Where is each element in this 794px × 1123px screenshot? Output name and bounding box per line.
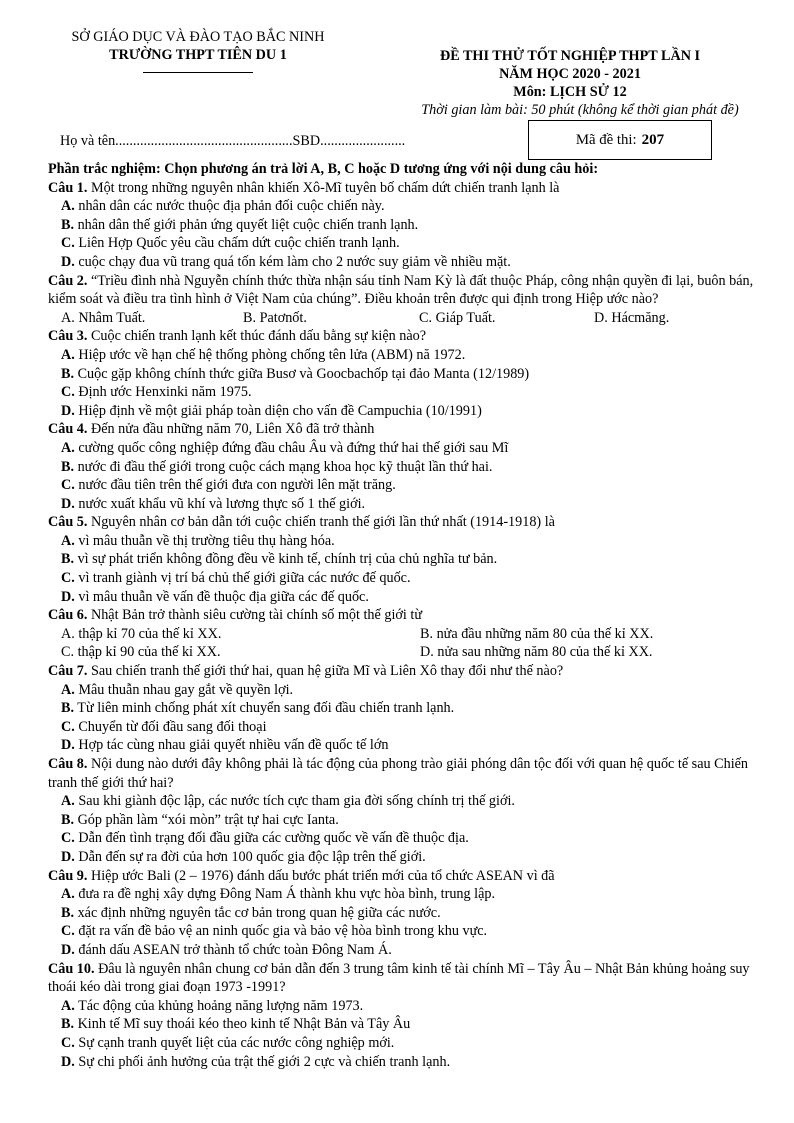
option-text: vì mâu thuẫn về vấn đề thuộc địa giữa các đế quốc. <box>74 588 369 605</box>
option-text: nhân dân thế giới phản ứng quyết liệt cuộc chiến tranh lạnh. <box>74 216 419 233</box>
exam-title: ĐỀ THI THỬ TỐT NGHIỆP THPT LẦN I <box>439 48 701 64</box>
option-letter: C. <box>61 384 75 401</box>
question-text: Một trong những nguyên nhân khiến Xô-Mĩ tuyên bố chấm dứt chiến tranh lạnh là <box>87 179 560 196</box>
option-letter: B. <box>61 700 75 717</box>
option-letter: C. <box>61 923 75 940</box>
answer-option <box>48 402 770 421</box>
option-letter: A. <box>61 681 75 698</box>
answer-option <box>61 309 243 328</box>
question <box>48 179 770 198</box>
option-text: Hácmăng. <box>607 309 670 326</box>
option-letter: C. <box>61 1034 75 1051</box>
header-right <box>350 47 790 119</box>
answer-option <box>48 1034 770 1053</box>
answer-option <box>48 439 770 458</box>
answer-option <box>61 643 420 662</box>
subject: Môn: LỊCH SỬ 12 <box>513 84 627 100</box>
option-text: Định ước Henxinki năm 1975. <box>74 384 252 401</box>
option-text: vì sự phát triển không đồng đều về kinh tế, chính trị của chủ nghĩa tư bản. <box>74 551 498 568</box>
option-letter: B. <box>61 216 75 233</box>
option-text: Mâu thuẫn nhau gay gắt về quyền lợi. <box>74 681 294 698</box>
answer-option <box>594 309 669 328</box>
option-text: Góp phần làm “xói mòn” trật tự hai cực Ianta. <box>74 811 339 828</box>
answer-option <box>48 588 770 607</box>
question-text: Cuộc chiến tranh lạnh kết thúc đánh dấu bằng sự kiện nào? <box>87 328 427 345</box>
answer-option <box>48 997 770 1016</box>
exam-content <box>48 160 770 1071</box>
exam-code-box <box>528 120 712 160</box>
exam-code-label: Mã đề thi: <box>575 131 637 148</box>
option-text: Cuộc gặp không chính thức giữa Busơ và Goocbachốp tại đảo Manta (12/1989) <box>74 365 530 382</box>
answer-option <box>48 532 770 551</box>
exam-code-value: 207 <box>641 131 665 148</box>
question-number: Câu 8. <box>48 756 88 772</box>
option-letter: A. <box>61 886 75 903</box>
answer-option <box>48 495 770 514</box>
option-text: thập kỉ 70 của thế kỉ XX. <box>74 625 222 642</box>
option-letter: B. <box>420 625 434 642</box>
answer-option <box>48 365 770 384</box>
option-letter: B. <box>243 309 257 326</box>
option-text: Kinh tế Mĩ suy thoái kéo theo kinh tế Nhật Bản và Tây Âu <box>74 1016 411 1033</box>
answer-option <box>48 699 770 718</box>
answer-options-row <box>48 625 770 644</box>
option-text: Liên Hợp Quốc yêu cầu chấm dứt cuộc chiến tranh lạnh. <box>74 235 400 252</box>
question <box>48 420 770 439</box>
option-text: nước đầu tiên trên thế giới đưa con người lên mặt trăng. <box>74 477 396 494</box>
question-text: Hiệp ước Bali (2 – 1976) đánh dấu bước phát triển mới của tổ chức ASEAN vì đã <box>87 867 555 884</box>
answer-option <box>48 383 770 402</box>
option-letter: C. <box>61 718 75 735</box>
header-left <box>48 28 348 73</box>
answer-option <box>48 550 770 569</box>
option-letter: B. <box>61 811 75 828</box>
question-text: Nhật Bản trở thành siêu cường tài chính số một thế giới từ <box>87 607 423 624</box>
answer-option <box>48 234 770 253</box>
question-number: Câu 9. <box>48 867 88 884</box>
answer-option <box>48 458 770 477</box>
question-text: Nguyên nhân cơ bản dẫn tới cuộc chiến tranh thế giới lần thứ nhất (1914-1918) là <box>87 514 555 531</box>
option-letter: A. <box>61 793 75 810</box>
option-text: nhân dân các nước thuộc địa phản đối cuộc chiến này. <box>74 198 385 215</box>
option-letter: D. <box>61 253 75 270</box>
option-text: Sự chi phối ảnh hưởng của trật thế giới 2 cực và chiến tranh lạnh. <box>74 1053 451 1070</box>
option-text: Hiệp định về một giải pháp toàn diện cho vấn đề Campuchia (10/1991) <box>74 402 482 419</box>
school-name: TRƯỜNG THPT TIÊN DU 1 <box>109 47 287 63</box>
question-number: Câu 5. <box>48 514 88 531</box>
option-text: đánh dấu ASEAN trở thành tổ chức toàn Đông Nam Á. <box>74 941 392 958</box>
option-letter: B. <box>61 458 75 475</box>
answer-option <box>48 476 770 495</box>
option-letter: C. <box>61 477 75 494</box>
option-text: nước đi đầu thế giới trong cuộc cách mạng khoa học kỹ thuật lần thứ hai. <box>74 458 493 475</box>
option-letter: B. <box>61 551 75 568</box>
school-year: NĂM HỌC 2020 - 2021 <box>499 66 641 82</box>
option-text: Giáp Tuất. <box>432 309 496 326</box>
question-text: Đến nửa đầu những năm 70, Liên Xô đã trở thành <box>87 421 375 438</box>
answer-options-row <box>48 309 770 328</box>
option-letter: A. <box>61 309 75 326</box>
answer-option <box>420 625 653 644</box>
option-letter: A. <box>61 346 75 363</box>
option-text: xác định những nguyên tắc cơ bản trong quan hệ giữa các nước. <box>74 904 441 921</box>
answer-option <box>48 922 770 941</box>
option-letter: A. <box>61 439 75 456</box>
answer-option <box>419 309 594 328</box>
option-letter: B. <box>61 904 75 921</box>
answer-option <box>48 1053 770 1072</box>
option-letter: D. <box>61 1053 75 1070</box>
option-letter: D. <box>61 737 75 754</box>
option-text: vì tranh giành vị trí bá chủ thế giới giữa các nước đế quốc. <box>74 570 411 587</box>
option-letter: D. <box>420 644 434 661</box>
option-letter: B. <box>61 365 75 382</box>
option-text: đặt ra vấn đề bảo vệ an ninh quốc gia và bảo vệ hòa bình trong khu vực. <box>74 923 488 940</box>
question <box>48 272 770 309</box>
option-text: cuộc chạy đua vũ trang quá tốn kém làm cho 2 nước suy giảm về nhiều mặt. <box>74 253 511 270</box>
question <box>48 662 770 681</box>
question <box>48 606 770 625</box>
option-text: Hiệp ước về hạn chế hệ thống phòng chống tên lửa (ABM) nă 1972. <box>74 346 466 363</box>
question <box>48 513 770 532</box>
option-letter: B. <box>61 1016 75 1033</box>
question-number: Câu 10. <box>48 960 95 977</box>
option-text: Sau khi giành độc lập, các nước tích cực tham gia đời sống chính trị thế giới. <box>74 793 515 810</box>
question-text: Nội dung nào dưới đây không phải là tác động của phong trào giải phóng dân tộc đối với quan hệ quốc tế sau Chiến tranh thế giới thứ hai? <box>48 756 749 791</box>
question-text: Sau chiến tranh thế giới thứ hai, quan hệ giữa Mĩ và Liên Xô thay đổi như thế nào? <box>87 663 564 680</box>
option-letter: A. <box>61 625 75 642</box>
option-letter: C. <box>61 644 75 661</box>
option-text: Chuyển từ đối đầu sang đối thoại <box>74 718 267 735</box>
option-text: vì mâu thuẫn về thị trường tiêu thụ hàng hóa. <box>74 532 335 549</box>
answer-option <box>48 569 770 588</box>
question-text: Đâu là nguyên nhân chung cơ bản dẫn đến 3 trung tâm kinh tế tài chính Mĩ – Tây Âu – Nhật Bản khủng hoảng suy thoái kéo dài trong giai đoạn 1973 -1991? <box>48 960 750 996</box>
option-letter: C. <box>419 309 433 326</box>
answer-option <box>48 736 770 755</box>
option-text: đưa ra đề nghị xây dựng Đông Nam Á thành khu vực hòa bình, trung lập. <box>74 886 496 903</box>
answer-option <box>420 643 652 662</box>
answer-option <box>48 346 770 365</box>
answer-option <box>48 829 770 848</box>
option-letter: D. <box>61 941 75 958</box>
option-text: nửa sau những năm 80 của thế kỉ XX. <box>433 644 653 661</box>
option-text: cường quốc công nghiệp đứng đầu châu Âu và đứng thứ hai thế giới sau Mĩ <box>74 439 509 456</box>
answer-options-row <box>48 643 770 662</box>
option-letter: C. <box>61 235 75 252</box>
option-text: Patơnốt. <box>256 309 307 326</box>
answer-option <box>48 253 770 272</box>
option-text: thập kỉ 90 của thế kỉ XX. <box>74 644 221 661</box>
option-letter: D. <box>594 309 608 326</box>
student-fields: Họ và tên..................................................SBD........................ <box>60 133 406 149</box>
question <box>48 960 770 997</box>
answer-option <box>48 811 770 830</box>
question <box>48 327 770 346</box>
option-letter: D. <box>61 402 75 419</box>
option-text: Từ liên minh chống phát xít chuyển sang đối đầu chiến tranh lạnh. <box>74 700 455 717</box>
option-letter: D. <box>61 495 75 512</box>
answer-option <box>48 848 770 867</box>
option-letter: D. <box>61 588 75 605</box>
question-number: Câu 7. <box>48 663 88 680</box>
answer-option <box>48 718 770 737</box>
option-letter: C. <box>61 830 75 847</box>
answer-option <box>48 197 770 216</box>
option-text: nửa đầu những năm 80 của thế kỉ XX. <box>433 625 654 642</box>
header-divider <box>143 72 253 73</box>
option-text: Sự cạnh tranh quyết liệt của các nước công nghiệp mới. <box>74 1034 395 1051</box>
answer-option <box>61 625 420 644</box>
answer-option <box>48 904 770 923</box>
question-number: Câu 2. <box>48 272 88 289</box>
option-letter: A. <box>61 997 75 1014</box>
department-name: SỞ GIÁO DỤC VÀ ĐÀO TẠO BẮC NINH <box>71 29 325 45</box>
option-text: Nhâm Tuất. <box>74 309 146 326</box>
answer-option <box>48 885 770 904</box>
option-letter: A. <box>61 532 75 549</box>
answer-option <box>48 1015 770 1034</box>
question-number: Câu 4. <box>48 421 88 438</box>
option-text: Dẫn đến sự ra đời của hơn 100 quốc gia độc lập trên thế giới. <box>74 848 426 865</box>
exam-duration: Thời gian làm bài: 50 phút (không kể thời gian phát đề) <box>421 102 739 118</box>
question <box>48 867 770 886</box>
question <box>48 755 770 792</box>
answer-option <box>48 216 770 235</box>
option-text: Hợp tác cùng nhau giải quyết nhiều vấn đề quốc tế lớn <box>74 737 389 754</box>
question-number: Câu 1. <box>48 179 88 196</box>
option-letter: D. <box>61 848 75 865</box>
instruction: Phần trắc nghiệm: Chọn phương án trả lời A, B, C hoặc D tương ứng với nội dung câu hỏi: <box>48 161 599 177</box>
option-letter: A. <box>61 198 75 215</box>
option-text: nước xuất khẩu vũ khí và lương thực số 1 thế giới. <box>74 495 366 512</box>
answer-option <box>48 792 770 811</box>
option-text: Dẫn đến tình trạng đối đầu giữa các cường quốc về vấn đề thuộc địa. <box>74 830 469 847</box>
answer-option <box>243 309 419 328</box>
question-number: Câu 3. <box>48 328 88 345</box>
option-letter: C. <box>61 570 75 587</box>
question-number: Câu 6. <box>48 607 88 624</box>
answer-option <box>48 681 770 700</box>
question-text: “Triều đình nhà Nguyễn chính thức thừa nhận sáu tỉnh Nam Kỳ là đất thuộc Pháp, công nhận quyền đi lại, buôn bán, kiểm soát và điều tra tình hình ở Việt Nam của chúng”. Điều khoản trên được qui định trong Hiệp ước nào? <box>48 272 754 308</box>
answer-option <box>48 941 770 960</box>
option-text: Tác động của khủng hoảng năng lượng năm 1973. <box>74 997 364 1014</box>
